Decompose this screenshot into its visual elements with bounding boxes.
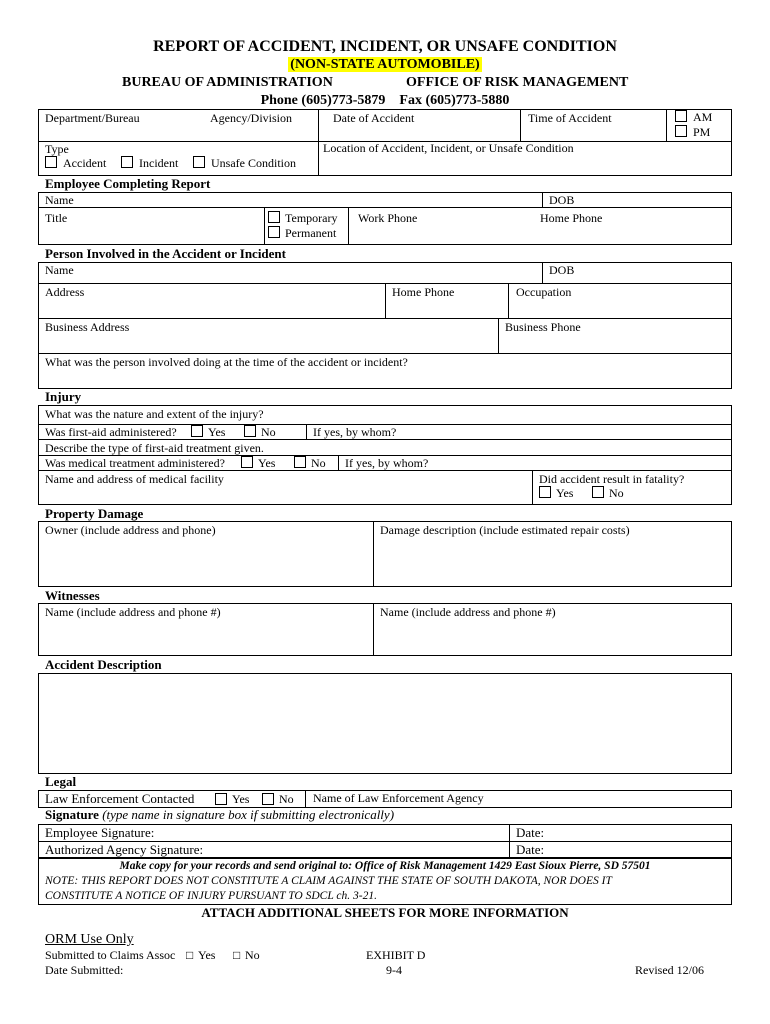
person-dob-label: DOB — [549, 263, 575, 277]
business-address-label: Business Address — [45, 320, 130, 334]
employee-title-label: Title — [45, 211, 68, 225]
person-heading: Person Involved in the Accident or Incident — [45, 246, 286, 261]
signature-heading — [45, 808, 394, 822]
submitted-no-label: No — [245, 948, 260, 962]
form-subtitle — [0, 56, 770, 73]
injury-heading: Injury — [45, 389, 82, 404]
page-number: 9-4 — [386, 963, 402, 977]
submitted-yes-glyph: □ — [186, 948, 194, 962]
law-yes-label: Yes — [232, 792, 250, 806]
agency-label: Agency/Division — [210, 111, 292, 125]
signature-note: (type name in signature box if submitting electronically) — [102, 807, 395, 822]
witness-2-label: Name (include address and phone #) — [380, 605, 556, 619]
permanent-label: Permanent — [285, 226, 337, 240]
am-label: AM — [693, 110, 713, 124]
law-yes-checkbox[interactable] — [215, 793, 227, 805]
property-owner-label: Owner (include address and phone) — [45, 523, 216, 537]
incident-checkbox[interactable] — [121, 156, 133, 168]
am-checkbox[interactable] — [675, 110, 687, 122]
subtitle-highlight: (NON-STATE AUTOMOBILE) — [290, 57, 480, 72]
submitted-yes-label: Yes — [198, 948, 216, 962]
temporary-label: Temporary — [285, 211, 338, 225]
person-name-label: Name — [45, 263, 74, 277]
description-box[interactable] — [38, 673, 732, 774]
claim-note-line-2: CONSTITUTE A NOTICE OF INJURY PURSUANT TO SDCL ch. 3-21. — [45, 890, 377, 902]
damage-description-label: Damage description (include estimated repair costs) — [380, 523, 630, 537]
orm-heading — [45, 931, 134, 948]
property-heading: Property Damage — [45, 506, 144, 521]
location-label: Location of Accident, Incident, or Unsafe Condition — [323, 141, 574, 155]
office-name: OFFICE OF RISK MANAGEMENT — [406, 75, 629, 90]
employee-signature-label: Employee Signature: — [45, 825, 155, 840]
medical-by-whom-label: If yes, by whom? — [345, 456, 429, 470]
person-box — [38, 262, 732, 389]
employee-name-label: Name — [45, 193, 74, 207]
contact-line: Phone (605)773-5879 Fax (605)773-5880 — [260, 93, 510, 108]
injury-nature-label: What was the nature and extent of the injury? — [45, 407, 264, 421]
witness-1-label: Name (include address and phone #) — [45, 605, 221, 619]
department-label: Department/Bureau — [45, 111, 140, 125]
legal-heading: Legal — [45, 774, 77, 789]
person-home-phone-label: Home Phone — [392, 285, 455, 299]
unsafe-condition-checkbox[interactable] — [193, 156, 205, 168]
authorized-signature-label: Authorized Agency Signature: — [45, 842, 204, 857]
employee-signature-date-label: Date: — [516, 825, 545, 840]
fatality-no-checkbox[interactable] — [592, 486, 604, 498]
fatality-yes-checkbox[interactable] — [539, 486, 551, 498]
bureau-name: BUREAU OF ADMINISTRATION — [122, 75, 333, 90]
law-no-checkbox[interactable] — [262, 793, 274, 805]
temporary-checkbox[interactable] — [268, 211, 280, 223]
medical-yes-checkbox[interactable] — [241, 456, 253, 468]
medical-no-label: No — [311, 456, 326, 470]
pm-label: PM — [693, 125, 711, 139]
medical-facility-label: Name and address of medical facility — [45, 472, 224, 486]
medical-treatment-label: Was medical treatment administered? — [45, 456, 225, 470]
employee-dob-label: DOB — [549, 193, 575, 207]
first-aid-yes-checkbox[interactable] — [191, 425, 203, 437]
first-aid-describe-label: Describe the type of first-aid treatment given. — [45, 441, 264, 455]
medical-yes-label: Yes — [258, 456, 276, 470]
employee-heading: Employee Completing Report — [45, 176, 211, 191]
submitted-no-glyph: □ — [233, 948, 241, 962]
unsafe-condition-label: Unsafe Condition — [211, 156, 296, 170]
law-no-label: No — [279, 792, 294, 806]
date-of-accident-label: Date of Accident — [333, 111, 415, 125]
medical-no-checkbox[interactable] — [294, 456, 306, 468]
law-agency-label: Name of Law Enforcement Agency — [313, 791, 484, 805]
fatality-no-label: No — [609, 486, 624, 500]
attach-sheets-notice: ATTACH ADDITIONAL SHEETS FOR MORE INFORMATION — [201, 905, 569, 920]
permanent-checkbox[interactable] — [268, 226, 280, 238]
first-aid-by-whom-label: If yes, by whom? — [313, 425, 397, 439]
claim-note-line-1: NOTE: THIS REPORT DOES NOT CONSTITUTE A CLAIM AGAINST THE STATE OF SOUTH DAKOTA, NOR DOES IT — [45, 875, 612, 887]
description-heading: Accident Description — [45, 657, 162, 672]
date-submitted-label: Date Submitted: — [45, 963, 124, 977]
first-aid-label: Was first-aid administered? — [45, 425, 177, 439]
accident-label: Accident — [63, 156, 107, 170]
first-aid-no-label: No — [261, 425, 276, 439]
type-label: Type — [45, 142, 69, 156]
witnesses-heading: Witnesses — [45, 588, 100, 603]
orm-heading-text: ORM Use Only — [45, 932, 134, 947]
signature-heading-text: Signature — [45, 807, 99, 822]
person-doing-label: What was the person involved doing at the time of the accident or incident? — [45, 355, 408, 369]
accident-checkbox[interactable] — [45, 156, 57, 168]
revised-date: Revised 12/06 — [635, 963, 704, 977]
person-occupation-label: Occupation — [516, 285, 572, 299]
copy-instructions: Make copy for your records and send original to: Office of Risk Management 1429 East Sioux Pierre, SD 57501 — [119, 860, 651, 872]
law-enforcement-label: Law Enforcement Contacted — [45, 791, 195, 806]
person-address-label: Address — [45, 285, 85, 299]
business-phone-label: Business Phone — [505, 320, 581, 334]
form-title: REPORT OF ACCIDENT, INCIDENT, OR UNSAFE CONDITION — [153, 38, 617, 55]
incident-label: Incident — [139, 156, 179, 170]
exhibit-label: EXHIBIT D — [366, 948, 426, 962]
pm-checkbox[interactable] — [675, 125, 687, 137]
fatality-yes-label: Yes — [556, 486, 574, 500]
authorized-signature-date-label: Date: — [516, 842, 545, 857]
submitted-claims-label: Submitted to Claims Assoc — [45, 948, 176, 962]
time-of-accident-label: Time of Accident — [528, 111, 612, 125]
work-phone-label: Work Phone — [358, 211, 418, 225]
home-phone-label: Home Phone — [540, 211, 603, 225]
first-aid-yes-label: Yes — [208, 425, 226, 439]
first-aid-no-checkbox[interactable] — [244, 425, 256, 437]
fatality-label: Did accident result in fatality? — [539, 472, 685, 486]
